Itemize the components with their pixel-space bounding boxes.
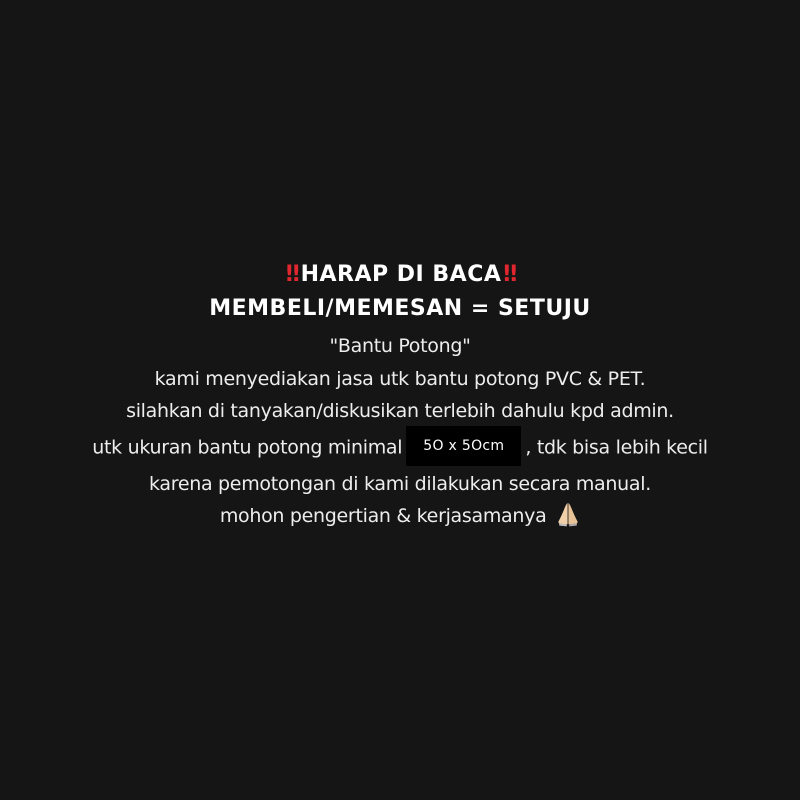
- body-line-size: [0, 428, 800, 468]
- double-exclamation-icon: ‼: [285, 262, 297, 287]
- size-suffix-text: , tdk bisa lebih kecil: [525, 436, 708, 458]
- notice-text-block: [0, 258, 800, 533]
- praying-hands-icon: [556, 501, 580, 527]
- body-line-service: kami menyediakan jasa utk bantu potong PVC & PET.: [154, 367, 646, 390]
- notice-heading-line-2: MEMBELI/MEMESAN = SETUJU: [209, 296, 591, 321]
- body-line-title: "Bantu Potong": [329, 335, 471, 357]
- closing-text: mohon pengertian & kerjasamanya: [219, 505, 547, 527]
- size-prefix-text: utk ukuran bantu potong minimal: [92, 436, 403, 458]
- heading-text-harap-di-baca: HARAP DI BACA: [300, 262, 502, 287]
- body-line-discuss: silahkan di tanyakan/diskusikan terlebih dahulu kpd admin.: [126, 400, 674, 422]
- notice-body: [0, 330, 800, 533]
- double-exclamation-icon: ‼: [503, 262, 515, 287]
- notice-heading-line-1: [0, 258, 800, 292]
- body-line-reason: karena pemotongan di kami dilakukan secara manual.: [149, 472, 651, 495]
- size-value-box: 5O x 5Ocm: [406, 426, 521, 466]
- body-line-closing: [0, 500, 800, 533]
